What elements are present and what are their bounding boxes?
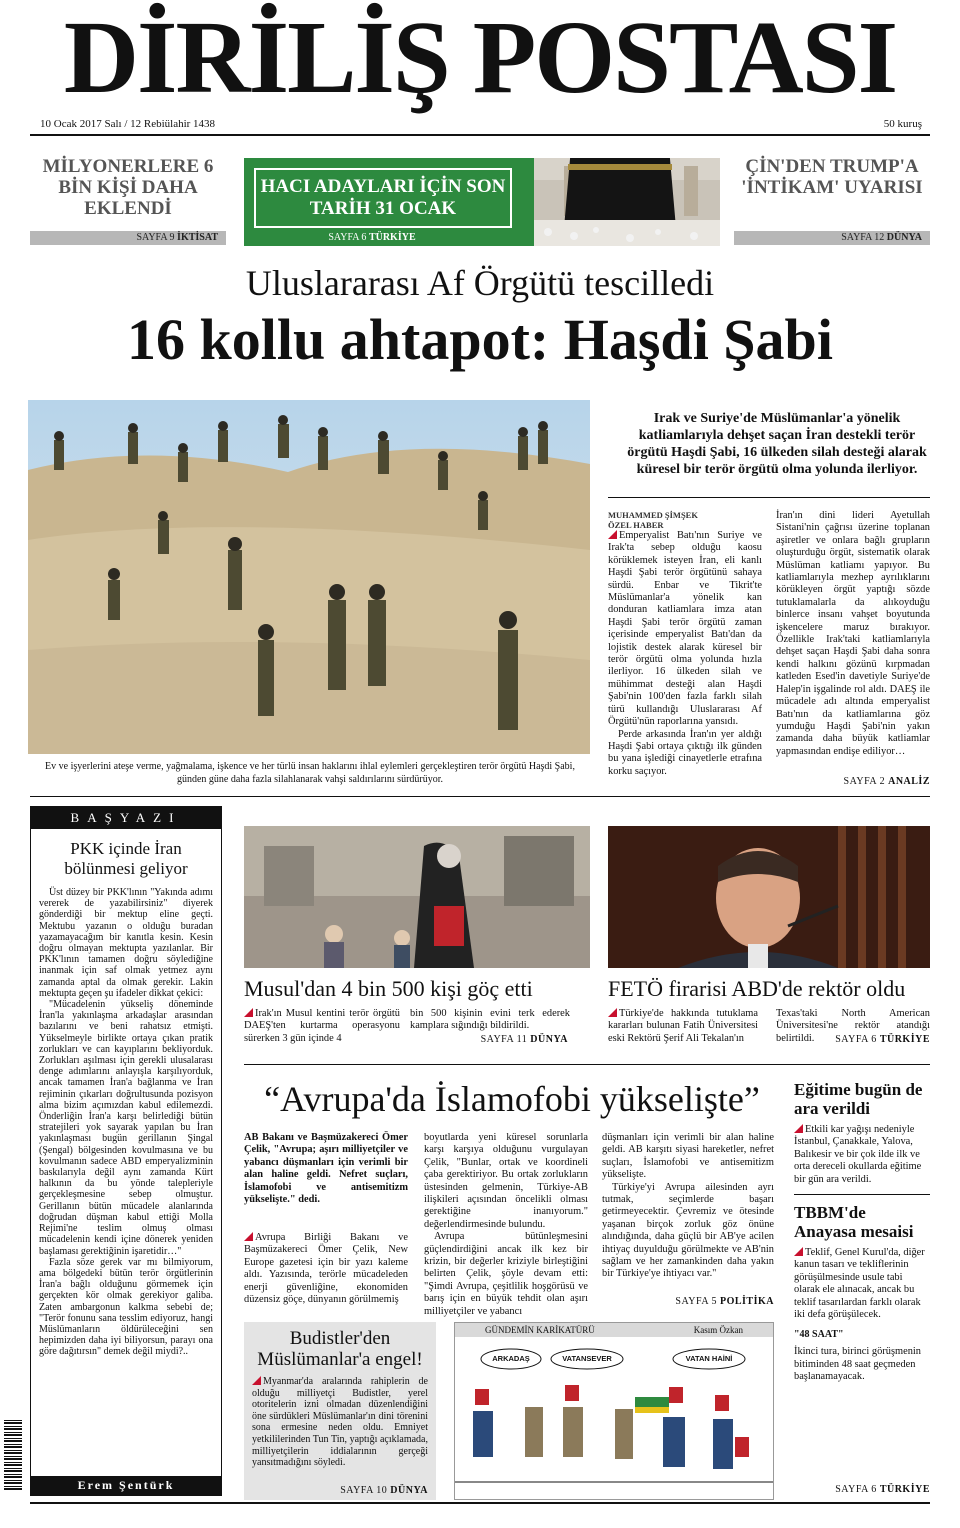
cartoon-artist: Kasım Özkan (693, 1325, 743, 1335)
lead-deck: Irak ve Suriye'de Müslümanlar'a yönelik katliamlarıyla dehşet saçan İran destekli terör örgütü Haşdi Şabi, 16 ülkeden silah desteği alarak küresel bir terör örgütü olma yolunda ilerliyor. (627, 411, 927, 477)
editorial-author: Erem Şentürk (31, 1476, 221, 1495)
side-text-1: Etkili kar yağışı nedeniyle İstanbul, Çanakkale, Yalova, Balıkesir ve bir çok ilde ilk ve orta dereceli okullarda eğitime bir gün ara verildi. (794, 1124, 922, 1185)
dateline: 10 Ocak 2017 Salı / 12 Rebiülahir 1438 (40, 118, 216, 130)
lead-kicker: Uluslararası Af Örgütü tescilledi (245, 263, 715, 303)
lead-page-ref: SAYFA 2 ANALİZ (843, 776, 930, 787)
lead-column-2: İran'ın dini lideri Ayetullah Sistani'nin çağrısı üzerine toplanan aşiretler ve onlara bağlı grupların oluşturduğu örgüt, sistematik olarak Müslüman katliamı yapıyor. Bu katliamlarıyla mezhep ayrılıklarını körükleyen örgüt yaptığı sözde tutuklamalarla da alıkoyduğu binlerce insanı vahşet boyutunda işkencelere maruz bırakıyor. Özellikle Irak'taki katliamlarıyla dehşet saçan Haşdi Şabi daha sonra kendi halkını gözünü kırpmadan katleden Esed'in davetiyle Suriye'de Halep'in işgalinde rol aldı. DAEŞ ile mücadele adı altında emperyalist Batı'nın da katliamlarına göz yumduğu Haşdi Şabi'nin yakın zamanda daha büyük katliamlar yapmasından endişe ediliyor… (776, 510, 930, 757)
buddhist-text: Myanmar'da aralarında rahiplerin de olduğu milliyetçi Budistler, yerel otoritelerin izni olmadan düzenlendiğini öne sürdükleri Müslümanlar'ın dini törenini sona ermesine neden oldu. Emniyet yetkililerinden Tun Tin, yaptığı açıklamada, milliyetçilerin iddialarının gerçeği yansıtmadığını söyledi. (252, 1376, 428, 1469)
islamophobia-page-ref: SAYFA 5 POLİTİKA (675, 1296, 774, 1307)
side-headline-1[interactable]: Eğitime bugün de ara verildi (794, 1080, 923, 1118)
islamophobia-headline[interactable]: “Avrupa'da İslamofobi yükselişte” (264, 1079, 760, 1119)
hajj-headline: HACI ADAYLARI İÇİN SON TARİH 31 OCAK (254, 168, 512, 228)
section-rule (30, 796, 930, 797)
editorial-box (30, 806, 222, 1496)
islamophobia-lead: AB Bakanı ve Başmüzakereci Ömer Çelik, "Avrupa; aşırı milliyetçiler ve yabancı düşmanları için verimli bir alan haline geldi. Nefret suçları, İslamofobi ve antisemitizm yükselişte." dedi. (244, 1132, 408, 1206)
red-marker-icon (244, 1232, 253, 1241)
red-marker-icon (608, 1008, 617, 1017)
cartoon-bubble-2: VATANSEVER (562, 1354, 612, 1363)
side-headline-2[interactable]: TBBM'de Anayasa mesaisi (794, 1203, 914, 1242)
red-marker-icon (252, 1376, 261, 1385)
lead-column-1: MUHAMMED ŞİMŞEK ÖZEL HABER Emperyalist Batı'nın Suriye ve Irak'ta sebep olduğu kaosu körüklemek isteyen İran, eli kanlı Haşdi Şabi terör örgütünü sahaya sürdü. Enbar ve Tikrit'te Müslümanlar'a yönelik kan donduran katliamlara imza atan Haşdi Şabi terör örgütü zaman içerisinde emperyalist Batı'dan da lojistik destek alarak küresel bir terör örgütü olma yolunda hızla ilerliyor. 16 ülkeden silah ve mühimmat desteği alan Haşdi Şabi'nin 100'den fazla farklı silah türü kullandığı Uluslararası Af Örgütü'nün raporlarına yansıdı. Perde arkasında İran'ın yer aldığı Haşdi Şabi ortaya çıktığı ilk günden bu yana işlediği cinayetlerle etrafına korku saçıyor. (608, 510, 762, 777)
editorial-body: Üst düzey bir PKK'lının "Yakında adımı vererek de yazabilirsiniz" diyerek gönderdiği bir mektup eline geçti. Mektubu yazanın o olduğu buradan yazamayacağım bir kanıtla kesin. Kesin doğru olmayan mektupta yazılanlar. Bir PKK'lının tamamen doğru söylediğine inanmak için saf olmak yetmez aynı zamanda aptal da olmak gerekir. Lakin mektupta geçen şu ifadeler dikkat çekici: "Mücadelenin yükseliş döneminde İran'la yakınlaşma arkadaşlar arasından bazılarını ve beni rahatsız etmişti. Yükselmeyle birlikte ortaya çıkan pratik zorlukları ve can kayıplarını bekliyorduk. Zorlukları aşılması için gerekli ulusalarası denge adımlarını anlayışla karşılıyorduk, ancak tamamen İran'a bağlanma ve İran rejiminin çıkarları doğrultusunda pozisyon alma bizim açımızdan kabul edilemezdi. Önderliğin İran'a karşı belirlediği bütün stratejileri yok sayarak yapılan bu İran yakınlaşması bugün gerillanın Şingal (Şengal) bölgesinden kovulmasına ve bu kovulmanın sadece ABD emperyalizminin baskılarıyla değil aynı zamanda Kürt halkının da bu yönde talepleriyle gerçekleşmesine sebep olmuştur. Gerillanın bütün mücadele alanlarında doğrudan düşman kabul ettiği Molla Rejimi'ne teslim olmuş olması mücadelenin kendi içine dönerek yeniden başlaması gerektiğinin işaretidir…" Fazla söze gerek var mı bilmiyorum, ama bölgedeki bütün terör örgütlerinin İran'a bağlı olduğunu görmemek için gerçekten kör olmak gerekiyor galiba. Zaten ambargonun kalkma sebebi de; "Terör fonunu sana tesslim ediyoruz, hangi Müslümanların öldürüleceğini sen hepimizden daha iyi biliyorsun, parayı ona göre dağıtırsın" demek değil miydi?.. (39, 887, 213, 1358)
cartoon-box (454, 1322, 774, 1500)
mosul-page-ref: SAYFA 11 DÜNYA (480, 1034, 568, 1045)
feto-page-ref: SAYFA 6 TÜRKİYE (835, 1034, 930, 1045)
lead-author: MUHAMMED ŞİMŞEK (608, 510, 698, 520)
buddhist-box (244, 1322, 436, 1500)
side-text-3: İkinci tura, birinci görüşmenin bitiminden 48 saat geçmeden başlanamayacak. (794, 1346, 921, 1383)
mosul-photo (244, 826, 590, 968)
cartoon-bubble-3: VATAN HAİNİ (685, 1354, 733, 1363)
feto-text-1: Türkiye'de hakkında tutuklama kararları bulunan Fatih Üniversitesi eski Rektörü Şerif Ali Tekalan'ın (608, 1008, 758, 1044)
teaser-right[interactable]: ÇİN'DEN TRUMP'A 'İNTİKAM' UYARISI (741, 156, 923, 198)
cartoon-bubble-1: ARKADAŞ (492, 1354, 530, 1363)
teaser-left-ref: SAYFA 9 İKTİSAT (30, 231, 226, 245)
cartoon-title: GÜNDEMİN KARİKATÜRÜ (455, 1323, 773, 1337)
buddhist-page-ref: SAYFA 10 DÜNYA (340, 1485, 428, 1496)
mosul-text-2: bin 500 kişinin evini terk ederek kamplara sığındığı bildirildi. (410, 1008, 570, 1032)
feto-text-2: Texas'taki North American Üniversitesi'ne rektör atandığı belirtildi. (776, 1008, 930, 1044)
side-page-ref: SAYFA 6 TÜRKİYE (835, 1484, 930, 1495)
militia-photo (28, 400, 590, 754)
islamophobia-col-3: düşmanları için verimli bir alan haline geldi. AB karşıtı siyasi hareketler, nefret suçları, İslamofobi ve antisemitizm yükselişte. Türkiye'yi Avrupa ailesinden ayrı tutmak, seçimlerde başarı getirmeyecektir. Çevremiz ve ötesinde yaşanan birçok zorluk göz önüne alındığında, daha güçlü bir AB'ye acilen ihtiyaç duyulduğu görülmekte ve AB'nin sağlam ve her zamankinden daha yakın bir Türkiye'ye ihtiyacı var." (602, 1132, 774, 1280)
islamophobia-p1: Avrupa Birliği Bakanı ve Başmüzakereci Ömer Çelik, New Europe gazetesi için bir yazı kaleme aldı. Yazısında, terörle mücadeleden enerji güvenliğine, ekonomiden düzensiz göçe, dünyanın görülmemiş (244, 1232, 408, 1306)
side-column (794, 1080, 930, 1384)
teaser-left[interactable]: MİLYONERLERE 6 BİN KİŞİ DAHA EKLENDİ (42, 156, 214, 219)
mosul-text-1: Irak'ın Musul kentini terör örgütü DAEŞ'ten kurtarma operasyonu sürerken 3 gün içinde 4 (244, 1008, 400, 1044)
feto-photo (608, 826, 930, 968)
red-marker-icon (794, 1124, 803, 1133)
side-quote: "48 SAAT" (794, 1329, 844, 1341)
red-marker-icon (608, 530, 617, 539)
lead-headline[interactable]: 16 kollu ahtapot: Haşdi Şabi (127, 307, 833, 372)
red-marker-icon (794, 1247, 803, 1256)
feto-headline[interactable]: FETÖ firarisi ABD'de rektör oldu (608, 976, 906, 1001)
side-rule (794, 1194, 930, 1195)
editorial-title[interactable]: PKK içinde İran bölünmesi geliyor (64, 839, 188, 878)
teaser-right-ref: SAYFA 12 DÜNYA (734, 231, 930, 245)
red-marker-icon (244, 1008, 253, 1017)
price: 50 kuruş (883, 118, 922, 130)
lead-desk: ÖZEL HABER (608, 520, 664, 530)
masthead-title: DİRİLİŞ POSTASI (63, 0, 897, 115)
side-text-2: Teklif, Genel Kurul'da, diğer kanun tasarı ve tekliflerinin görüşülmesinde usule tabi olarak ele alınacak, ancak bu teklif tasarılardan farklı olarak iki defa görüşülecek. (794, 1247, 925, 1321)
teaser-center-ref: SAYFA 6 TÜRKİYE (244, 231, 500, 245)
islamophobia-col-2: boyutlarda yeni küresel sorunlarla karşı karşıya olduğunu vurgulayan Çelik, "Bunlar, ortak ve koordineli çaba gerektiriyor. Bu ortak zorlukların üstesinden gelmenin, Türkiye-AB ilişkileri açısından öncelikli olması gerektiğine inanıyorum." değerlendirmesinde bulundu. Avrupa bütünleşmesini güçlendirdiğini ancak ilk kez bir krizin, bir değerler kriziyle birleştiğini belirten Çelik, şöyle devam etti: "Şimdi Avrupa, çeşitlilik hoşgörüsü ve barış için en büyük tehdit olan aşırı milliyetçiler ve yabancı (424, 1132, 588, 1317)
mosul-headline[interactable]: Musul'dan 4 bin 500 kişi göç etti (244, 976, 533, 1001)
editorial-label: BAŞYAZI (31, 807, 221, 829)
deck-rule (608, 497, 930, 498)
lead-photo-caption: Ev ve işyerlerini ateşe verme, yağmalama, işkence ve her türlü insan haklarını ihlal eylemleri gerçekleştiren terör örgütü Haşdi Şabi, günden güne daha fazla silahlanarak vahşi saldırılarını sürdürüyor. (45, 761, 575, 785)
barcode (4, 1420, 22, 1490)
section-rule-2 (244, 1064, 930, 1065)
masthead-rule (30, 134, 930, 136)
bottom-rule (30, 1502, 930, 1504)
kaaba-photo (534, 158, 720, 246)
buddhist-headline[interactable]: Budistler'den Müslümanlar'a engel! (257, 1328, 423, 1370)
